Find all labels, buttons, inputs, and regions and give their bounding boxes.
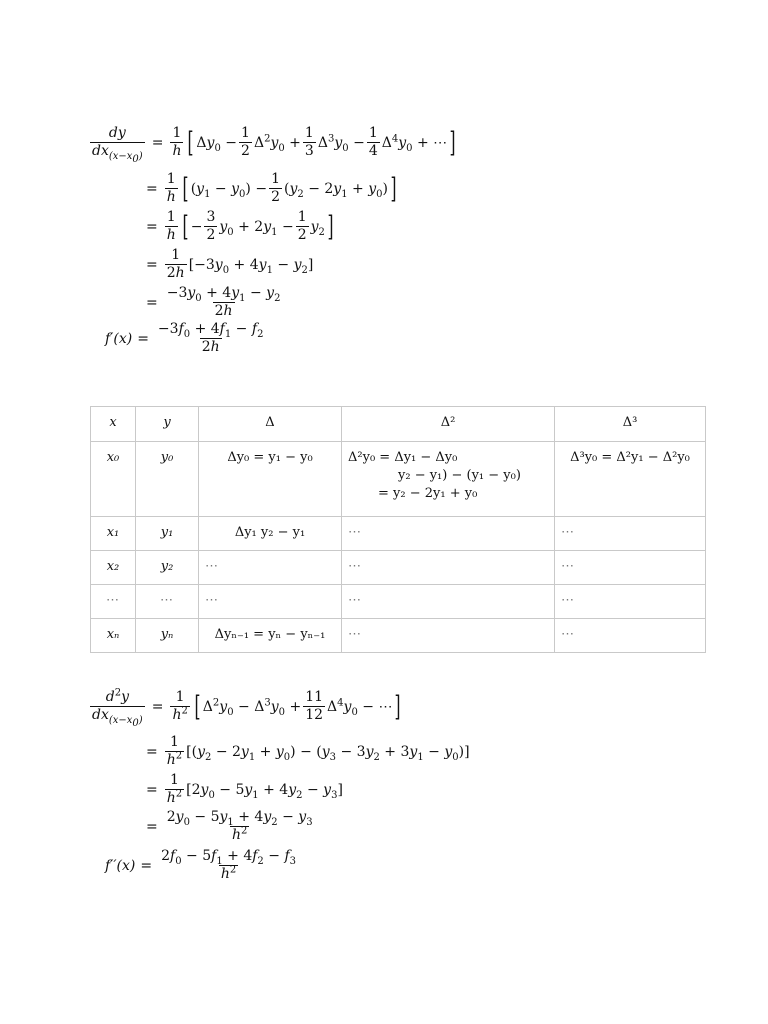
table-header-row <box>91 407 706 442</box>
table-row <box>91 517 706 551</box>
first-derivative-line-1: $\frac{dy}{dx_{(x-x_0)}}$ = $\frac{1}{h}$ [ $\Delta y_0$ − $\frac{1}{2}$ $\Delta^2y_0$ + $\frac{1}{3}$ $\Delta^3y_0$ − $\frac{1}{4}$ $\Delta^4y_0$ + ⋯ ] <box>92 125 456 165</box>
first-derivative-line-5: = $\frac{-3y_0 + 4y_1 - y_2}{2h}$ <box>146 285 281 319</box>
header-delta-2: Δ² <box>342 407 555 442</box>
second-derivative-result: f′′(x) = $\frac{2f_0 - 5f_1 + 4f_2 - f_3}{h^2}$ <box>105 848 296 882</box>
header-delta-3: Δ³ <box>555 407 706 442</box>
cell-yn: yₙ <box>136 619 199 653</box>
cell-ellipsis: ⋯ <box>136 585 199 619</box>
cell-x1: x₁ <box>91 517 136 551</box>
delta2-line-1: Δ²y₀ = Δy₁ − Δy₀ <box>348 450 458 465</box>
cell-y1: y₁ <box>136 517 199 551</box>
cell-ellipsis: ⋯ <box>91 585 136 619</box>
dy-dx-fraction: $\frac{dy}{dx_{(x-x_0)}}$ <box>92 125 143 165</box>
table-row <box>91 585 706 619</box>
cell-ellipsis: ⋯ <box>555 517 706 551</box>
delta2-line-3: = y₂ − 2y₁ + y₀ <box>378 486 478 501</box>
cell-delta2-y0 <box>342 442 555 517</box>
cell-x0: x₀ <box>91 442 136 517</box>
second-derivative-line-3: = $\frac{1}{h^2}$ $[2y_0 - 5y_1 + 4y_2 - y_3]$ <box>146 772 343 806</box>
result-lhs: f′′(x) <box>105 857 136 874</box>
cell-delta-y0: Δy₀ = y₁ − y₀ <box>199 442 342 517</box>
cell-ellipsis: ⋯ <box>199 585 342 619</box>
header-delta: Δ <box>199 407 342 442</box>
delta2-line-2: y₂ − y₁) − (y₁ − y₀) <box>398 468 521 483</box>
cell-x2: x₂ <box>91 551 136 585</box>
header-x: x <box>91 407 136 442</box>
cell-y0: y₀ <box>136 442 199 517</box>
second-derivative-line-4: = $\frac{2y_0 - 5y_1 + 4y_2 - y_3}{h^2}$ <box>146 809 313 843</box>
cell-ellipsis: ⋯ <box>342 517 555 551</box>
cell-delta3-y0: Δ³y₀ = Δ²y₁ − Δ²y₀ <box>555 442 706 517</box>
cell-ellipsis: ⋯ <box>555 619 706 653</box>
header-y: y <box>136 407 199 442</box>
first-derivative-line-2: = $\frac{1}{h}$ [ $(y_1 - y_0)$ − $\frac{1}{2}$ $(y_2 - 2y_1 + y_0)$ ] <box>146 171 397 205</box>
table-row <box>91 619 706 653</box>
second-derivative-line-1: $\frac{d^2y}{dx_{(x-x_0)}}$ = $\frac{1}{h^2}$ [ $\Delta^2y_0 - \Delta^3y_0$ + $\frac{11}{12}$ $\Delta^4y_0$ − ⋯ ] <box>92 687 401 729</box>
cell-ellipsis: ⋯ <box>342 551 555 585</box>
first-derivative-line-4: = $\frac{1}{2h}$ $[-3y_0 + 4y_1 - y_2]$ <box>146 247 314 281</box>
second-derivative-line-2: = $\frac{1}{h^2}$ $[(y_2 - 2y_1 + y_0) - (y_3 - 3y_2 + 3y_1 - y_0)]$ <box>146 734 470 768</box>
cell-ellipsis: ⋯ <box>555 585 706 619</box>
cell-ellipsis: ⋯ <box>555 551 706 585</box>
cell-ellipsis: ⋯ <box>342 619 555 653</box>
cell-ellipsis: ⋯ <box>199 551 342 585</box>
cell-delta-yn-1: Δyₙ₋₁ = yₙ − yₙ₋₁ <box>199 619 342 653</box>
first-derivative-result: f′(x) = $\frac{-3f_0 + 4f_1 - f_2}{2h}$ <box>105 321 264 355</box>
cell-y2: y₂ <box>136 551 199 585</box>
result-lhs: f′(x) <box>105 330 133 347</box>
first-derivative-line-3: = $\frac{1}{h}$ [ − $\frac{3}{2}$ $y_0 + 2y_1$ − $\frac{1}{2}$ $y_2$ ] <box>146 209 334 243</box>
cell-delta-y1: Δy₁ y₂ − y₁ <box>199 517 342 551</box>
cell-xn: xₙ <box>91 619 136 653</box>
table-row <box>91 442 706 517</box>
forward-difference-table <box>90 406 706 653</box>
d2y-dx2-fraction: $\frac{d^2y}{dx_{(x-x_0)}}$ <box>92 687 143 729</box>
table-row <box>91 551 706 585</box>
cell-ellipsis: ⋯ <box>342 585 555 619</box>
